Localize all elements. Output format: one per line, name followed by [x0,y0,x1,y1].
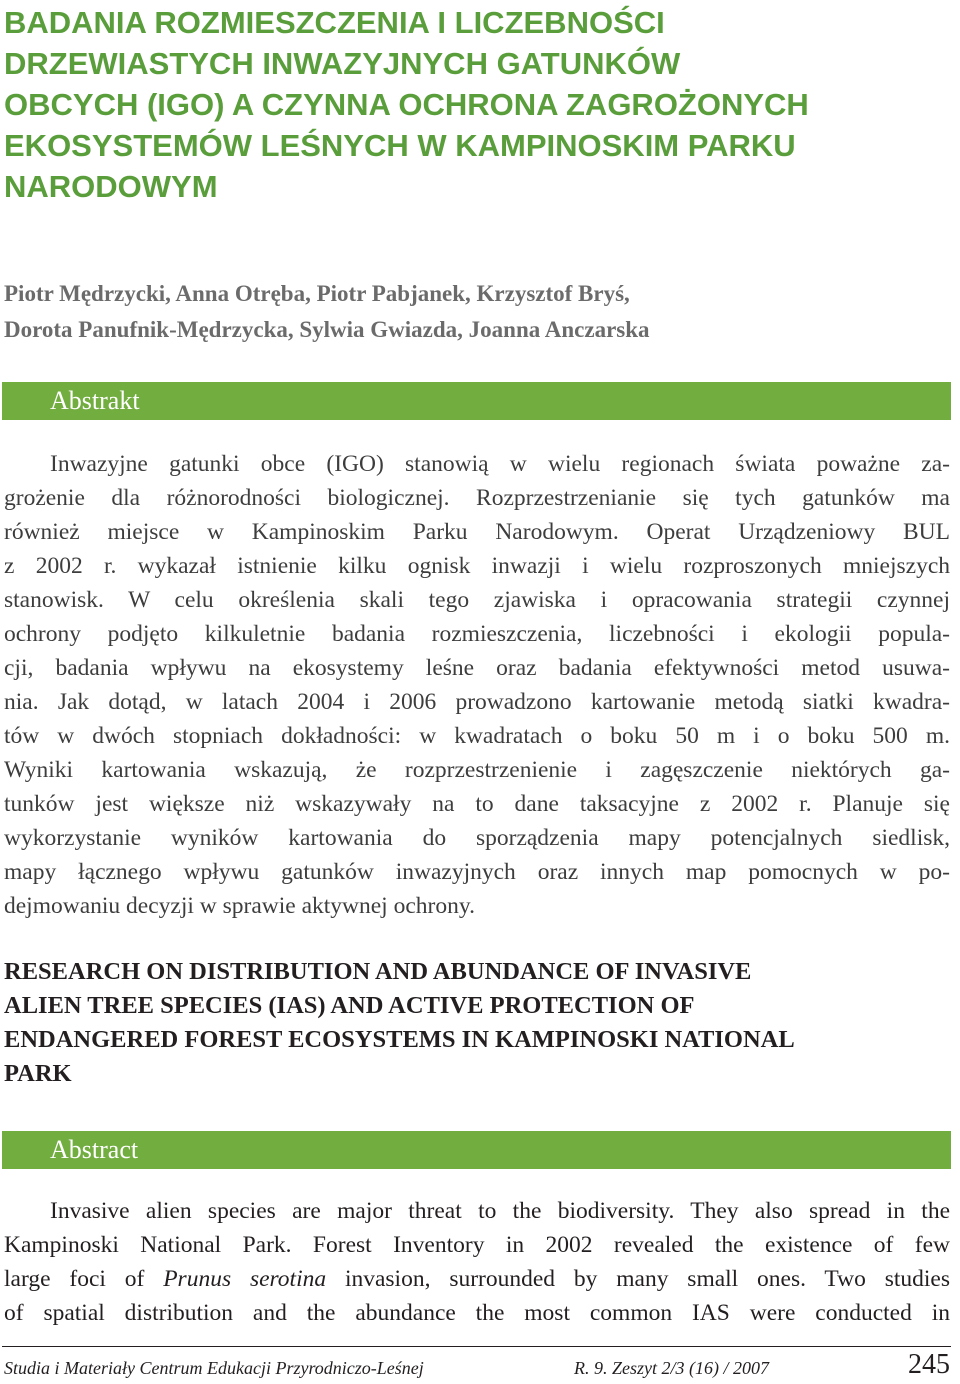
text-line: Inwazyjne gatunki obce (IGO) stanowią w wielu regionach świata poważne za- [50,451,950,477]
title-line: DRZEWIASTYCH INWAZYJNYCH GATUNKÓW [4,46,681,81]
abstract-body-polish [4,447,950,923]
title-line: ALIEN TREE SPECIES (IAS) AND ACTIVE PROTECTION OF [4,992,695,1019]
text-line: grożenie dla różnorodności biologicznej. Rozprzestrzenianie się tych gatunków ma [4,485,950,511]
text-line: tunków jest większe niż wskazywały na to dane taksacyjne z 2002 r. Planuje się [4,791,950,817]
text-line: Wyniki kartowania wskazują, że rozprzestrzenienie i zagęszczenie niektórych ga- [4,757,950,783]
footer-journal-name: Studia i Materiały Centrum Edukacji Przyrodniczo-Leśnej [4,1358,424,1378]
text-line: również miejsce w Kampinoskim Parku Narodowym. Operat Urządzeniowy BUL [4,519,950,545]
title-line: NARODOWYM [4,169,218,204]
text-line: cji, badania wpływu na ekosystemy leśne oraz badania efektywności metod usuwa- [4,655,950,681]
text-line: Invasive alien species are major threat to the biodiversity. They also spread in the [50,1198,950,1224]
title-line: PARK [4,1060,72,1087]
title-line: EKOSYSTEMÓW LEŚNYCH W KAMPINOSKIM PARKU [4,128,796,163]
author-list [4,276,944,348]
abstract-heading-polish: Abstrakt [2,382,951,420]
page-number: 245 [908,1349,950,1380]
footer-divider [2,1346,951,1347]
text-line: Kampinoski National Park. Forest Inventory in 2002 revealed the existence of few [4,1232,950,1258]
title-line: RESEARCH ON DISTRIBUTION AND ABUNDANCE OF INVASIVE [4,958,752,985]
title-line: OBCYCH (IGO) A CZYNNA OCHRONA ZAGROŻONYCH [4,87,809,122]
authors-line: Dorota Panufnik-Mędrzycka, Sylwia Gwiazda, Joanna Anczarska [4,317,650,342]
species-name: Prunus serotina [163,1266,327,1292]
text-line: nia. Jak dotąd, w latach 2004 i 2006 prowadzono kartowanie metodą siatki kwadra- [4,689,950,715]
abstract-heading-english: Abstract [2,1131,951,1169]
text-line: stanowisk. W celu określenia skali tego zjawiska i opracowania strategii czynnej [4,587,950,613]
text-fragment: large foci of [4,1266,164,1292]
text-line: ochrony podjęto kilkuletnie badania rozmieszczenia, liczebności i ekologii popula- [4,621,950,647]
authors-line: Piotr Mędrzycki, Anna Otręba, Piotr Pabjanek, Krzysztof Bryś, [4,281,630,306]
text-line: z 2002 r. wykazał istnienie kilku ognisk inwazji i wielu rozproszonych mniejszych [4,553,950,579]
paper-title-english [4,955,950,1091]
text-line: tów w dwóch stopniach dokładności: w kwadratach o boku 50 m i o boku 500 m. [4,723,950,749]
paper-title-polish [4,2,944,207]
title-line: BADANIA ROZMIESZCZENIA I LICZEBNOŚCI [4,5,665,40]
abstract-body-english [4,1194,950,1330]
text-line: wykorzystanie wyników kartowania do sporządzenia mapy potencjalnych siedlisk, [4,825,950,851]
text-line [4,1262,950,1296]
title-line: ENDANGERED FOREST ECOSYSTEMS IN KAMPINOSKI NATIONAL [4,1026,795,1053]
footer-volume-info: R. 9. Zeszyt 2/3 (16) / 2007 [574,1358,769,1378]
text-fragment: invasion, surrounded by many small ones. Two studies [326,1266,950,1292]
text-line: of spatial distribution and the abundance the most common IAS were conducted in [4,1300,950,1326]
text-line: dejmowaniu decyzji w sprawie aktywnej ochrony. [4,893,475,919]
text-line: mapy łącznego wpływu gatunków inwazyjnych oraz innych map pomocnych w po- [4,859,950,885]
